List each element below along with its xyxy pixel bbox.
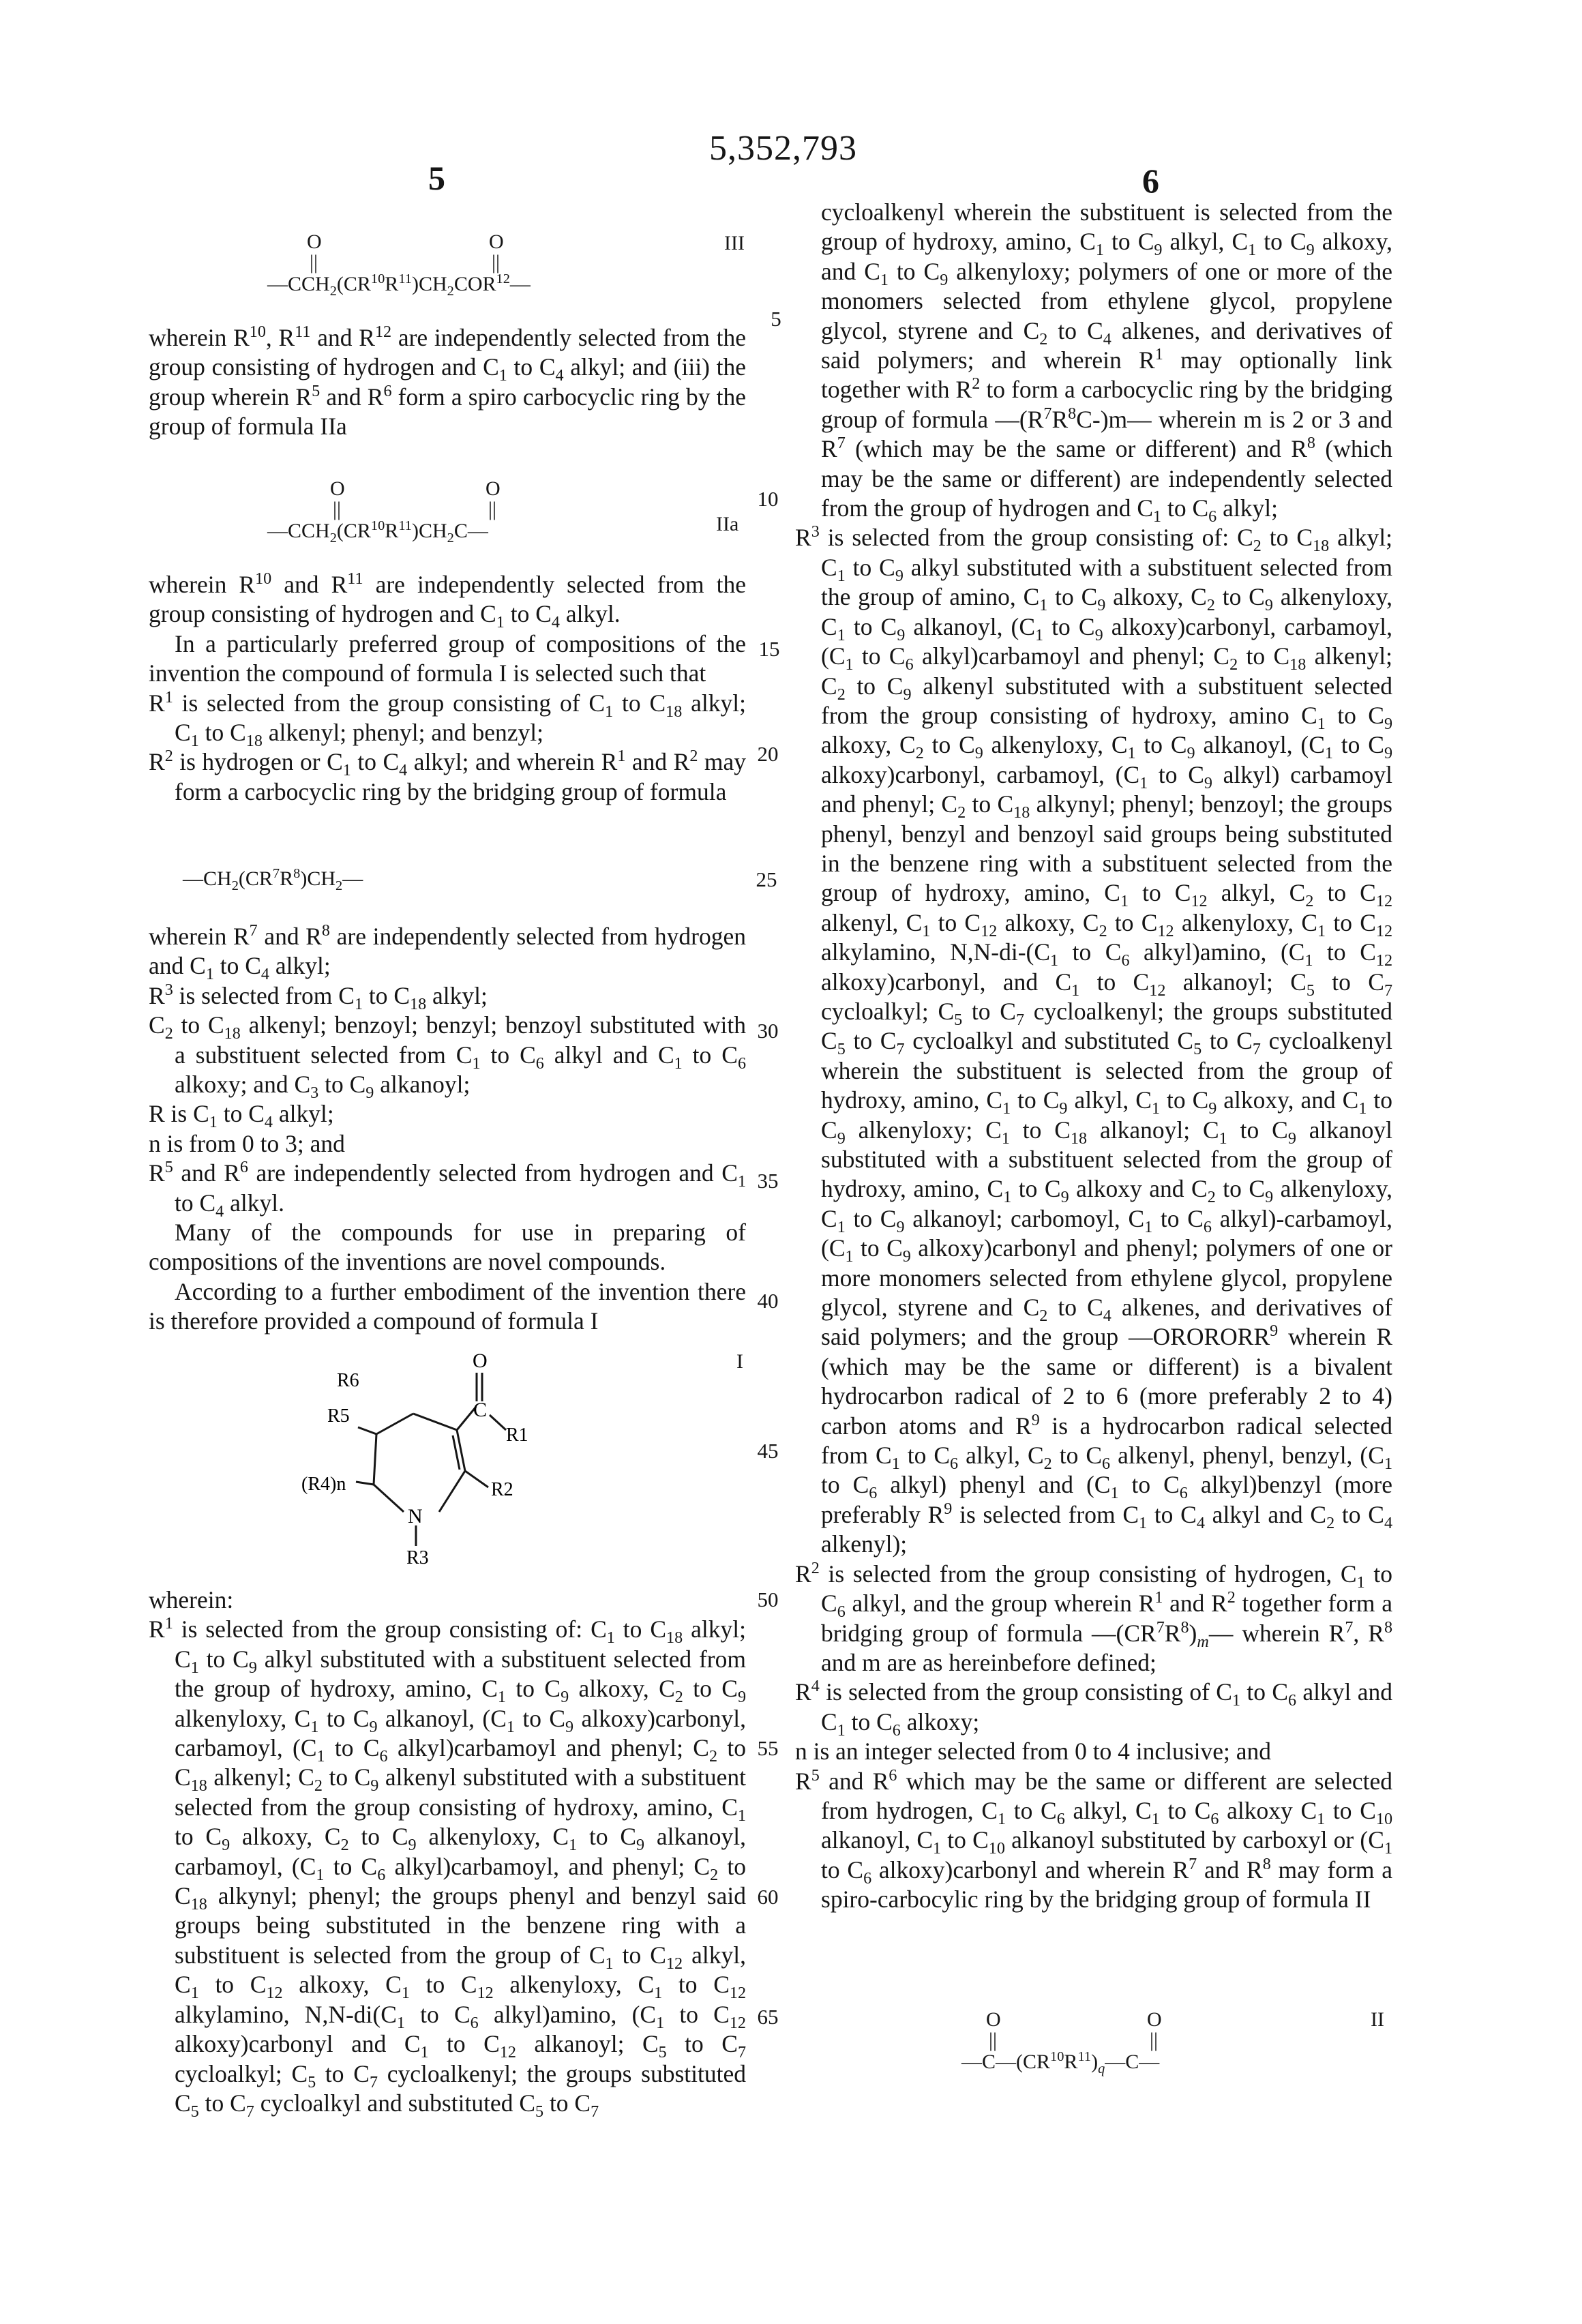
line-number: 35 — [741, 1169, 795, 1193]
formula-label-iia: IIa — [716, 513, 738, 536]
left-column-text-3: wherein R7 and R8 are independently selected from hydrogen and C1 to C4 alkyl; R3 is selected from C1 to C18 alkyl; C2 to C18 alkenyl; benzoyl; benzyl; benzoyl substituted with a substituent selected from C1 to C6 alkyl and C1 to C6 alkoxy; and C3 to C9 alkanoyl; R is C1 to C4 alkyl; n is from 0 to 3; and R5 and R6 are independently selected from hydrogen and C1 to C4 alkyl. Many of the compounds for use in preparing of compositions of the inventions are novel compounds. According to a further embodiment of the invention there is therefore provided a compound of formula I — [149, 922, 746, 1337]
formula-bridge: —CH2(CR7R8)CH2— — [183, 867, 363, 891]
patent-number: 5,352,793 — [709, 128, 857, 168]
formula-label-i: I — [736, 1350, 743, 1373]
formula-label-iii: III — [724, 232, 745, 255]
line-number: 45 — [741, 1439, 795, 1463]
page-number-left: 5 — [428, 158, 445, 198]
line-number: 55 — [741, 1736, 795, 1761]
svg-text:N: N — [408, 1505, 423, 1528]
line-number: 15 — [742, 637, 796, 661]
formula-i-structure — [293, 1347, 566, 1572]
formula-label-ii: II — [1371, 2008, 1384, 2031]
svg-text:R2: R2 — [491, 1479, 513, 1500]
formula-iii: O O || || —CCH2(CR10R11)CH2COR12— — [267, 230, 554, 306]
line-number: 10 — [741, 487, 795, 511]
line-number: 5 — [749, 307, 803, 331]
left-column-text-2: wherein R10 and R11 are independently selected from the group consisting of hydrogen and C1 to C4 alkyl. In a particularly preferred group of compositions of the invention the compound of formula I is selected such that R1 is selected from the group consisting of C1 to C18 alkyl; C1 to C18 alkenyl; phenyl; and benzyl; R2 is hydrogen or C1 to C4 alkyl; and wherein R1 and R2 may form a carbocyclic ring by the bridging group of formula — [149, 570, 746, 807]
line-number: 60 — [741, 1885, 795, 1909]
line-number: 40 — [741, 1289, 795, 1313]
left-column-text-4: wherein: R1 is selected from the group consisting of: C1 to C18 alkyl; C1 to C9 alkyl substituted with a substituent selected from the group of hydroxy, amino, C1 to C9 alkoxy, C2 to C9 alkenyloxy, C1 to C9 alkanoyl, (C1 to C9 alkoxy)carbonyl, carbamoyl, (C1 to C6 alkyl)carbamoyl and phenyl; C2 to C18 alkenyl; C2 to C9 alkenyl substituted with a substituent selected from the group consisting of hydroxy, amino, C1 to C9 alkoxy, C2 to C9 alkenyloxy, C1 to C9 alkanoyl, carbamoyl, (C1 to C6 alkyl)carbamoyl, and phenyl; C2 to C18 alkynyl; phenyl; the groups phenyl and benzyl said groups being substituted in the benzene ring with a substituent is selected from the group of C1 to C12 alkyl, C1 to C12 alkoxy, C1 to C12 alkenyloxy, C1 to C12 alkylamino, N,N-di(C1 to C6 alkyl)amino, (C1 to C12 alkoxy)carbonyl and C1 to C12 alkanoyl; C5 to C7 cycloalkyl; C5 to C7 cycloalkenyl; the groups substituted C5 to C7 cycloalkyl and substituted C5 to C7 — [149, 1585, 746, 2118]
svg-text:R1: R1 — [506, 1425, 528, 1446]
svg-text:C: C — [473, 1399, 487, 1421]
line-number: 30 — [741, 1019, 795, 1043]
svg-text:R6: R6 — [337, 1370, 359, 1391]
svg-text:R5: R5 — [327, 1405, 350, 1427]
svg-text:(R4)n: (R4)n — [301, 1474, 346, 1495]
right-column-text-1: cycloalkenyl wherein the substituent is selected from the group of hydroxy, amino, C1 to C9 alkyl, C1 to C9 alkoxy, and C1 to C9 alkenyloxy; polymers of one or more of the monomers selected from ethylene glycol, propylene glycol, styrene and C2 to C4 alkenes, and derivatives of said polymers; and wherein R1 may optionally link together with R2 to form a carbocyclic ring by the bridging group of formula —(R7R8C-)m— wherein m is 2 or 3 and R7 (which may be the same or different) and R8 (which may be the same or different) are independently selected from the group of hydrogen and C1 to C6 alkyl; R3 is selected from the group consisting of: C2 to C18 alkyl; C1 to C9 alkyl substituted with a substituent selected from the group of amino, C1 to C9 alkoxy, C2 to C9 alkenyloxy, C1 to C9 alkanoyl, (C1 to C9 alkoxy)carbonyl, carbamoyl, (C1 to C6 alkyl)carbamoyl and phenyl; C2 to C18 alkenyl; C2 to C9 alkenyl substituted with a substituent selected from the group consisting of hydroxy, amino C1 to C9 alkoxy, C2 to C9 alkenyloxy, C1 to C9 alkanoyl, (C1 to C9 alkoxy)carbonyl, carbamoyl, (C1 to C9 alkyl) carbamoyl and phenyl; C2 to C18 alkynyl; phenyl; benzoyl; the groups phenyl, benzyl and benzoyl said groups being substituted in the benzene ring with a substituent selected from the group of hydroxy, amino, C1 to C12 alkyl, C2 to C12 alkenyl, C1 to C12 alkoxy, C2 to C12 alkenyloxy, C1 to C12 alkylamino, N,N-di-(C1 to C6 alkyl)amino, (C1 to C12 alkoxy)carbonyl, and C1 to C12 alkanoyl; C5 to C7 cycloalkyl; C5 to C7 cycloalkenyl; the groups substituted C5 to C7 cycloalkyl and substituted C5 to C7 cycloalkenyl wherein the substituent is selected from the group of hydroxy, amino, C1 to C9 alkyl, C1 to C9 alkoxy, and C1 to C9 alkenyloxy; C1 to C18 alkanoyl; C1 to C9 alkanoyl substituted with a substituent selected from the group of hydroxy, amino, C1 to C9 alkoxy and C2 to C9 alkenyloxy, C1 to C9 alkanoyl; carbomoyl, C1 to C6 alkyl)-carbamoyl, (C1 to C9 alkoxy)carbonyl and phenyl; polymers of one or more monomers selected from ethylene glycol, propylene glycol, styrene and C2 to C4 alkenes, and derivatives of said polymers; and the group —ORORORR9 wherein R (which may be the same or different) is a bivalent hydrocarbon radical of 2 to 6 (more preferably 2 to 4) carbon atoms and R9 is a hydrocarbon radical selected from C1 to C6 alkyl, C2 to C6 alkenyl, phenyl, benzyl, (C1 to C6 alkyl) phenyl and (C1 to C6 alkyl)benzyl (more preferably R9 is selected from C1 to C4 alkyl and C2 to C4 alkenyl); R2 is selected from the group consisting of hydrogen, C1 to C6 alkyl, and the group wherein R1 and R2 together form a bridging group of formula —(CR7R8)m— wherein R7, R8 and m are as hereinbefore defined; R4 is selected from the group consisting of C1 to C6 alkyl and C1 to C6 alkoxy; n is an integer selected from 0 to 4 inclusive; and R5 and R6 which may be the same or different are selected from hydrogen, C1 to C6 alkyl, C1 to C6 alkoxy C1 to C10 alkanoyl, C1 to C10 alkanoyl substituted by carboxyl or (C1 to C6 alkoxy)carbonyl and wherein R7 and R8 may form a spiro-carbocylic ring by the bridging group of formula II — [795, 198, 1392, 1915]
svg-text:R3: R3 — [406, 1547, 429, 1568]
formula-ii: O O || || —C—(CR10R11)q—C— — [961, 2008, 1234, 2083]
line-number: 20 — [741, 742, 795, 766]
svg-text:O: O — [473, 1350, 488, 1372]
page-number-right: 6 — [1142, 161, 1159, 200]
line-number: 65 — [741, 2005, 795, 2029]
line-number: 25 — [739, 867, 794, 892]
left-column-text-1: wherein R10, R11 and R12 are independently selected from the group consisting of hydrogen and C1 to C4 alkyl; and (iii) the group wherein R5 and R6 form a spiro carbocyclic ring by the group of formula IIa — [149, 323, 746, 442]
formula-iia: O O || || —CCH2(CR10R11)CH2C— — [267, 477, 540, 552]
line-number: 50 — [741, 1588, 795, 1612]
